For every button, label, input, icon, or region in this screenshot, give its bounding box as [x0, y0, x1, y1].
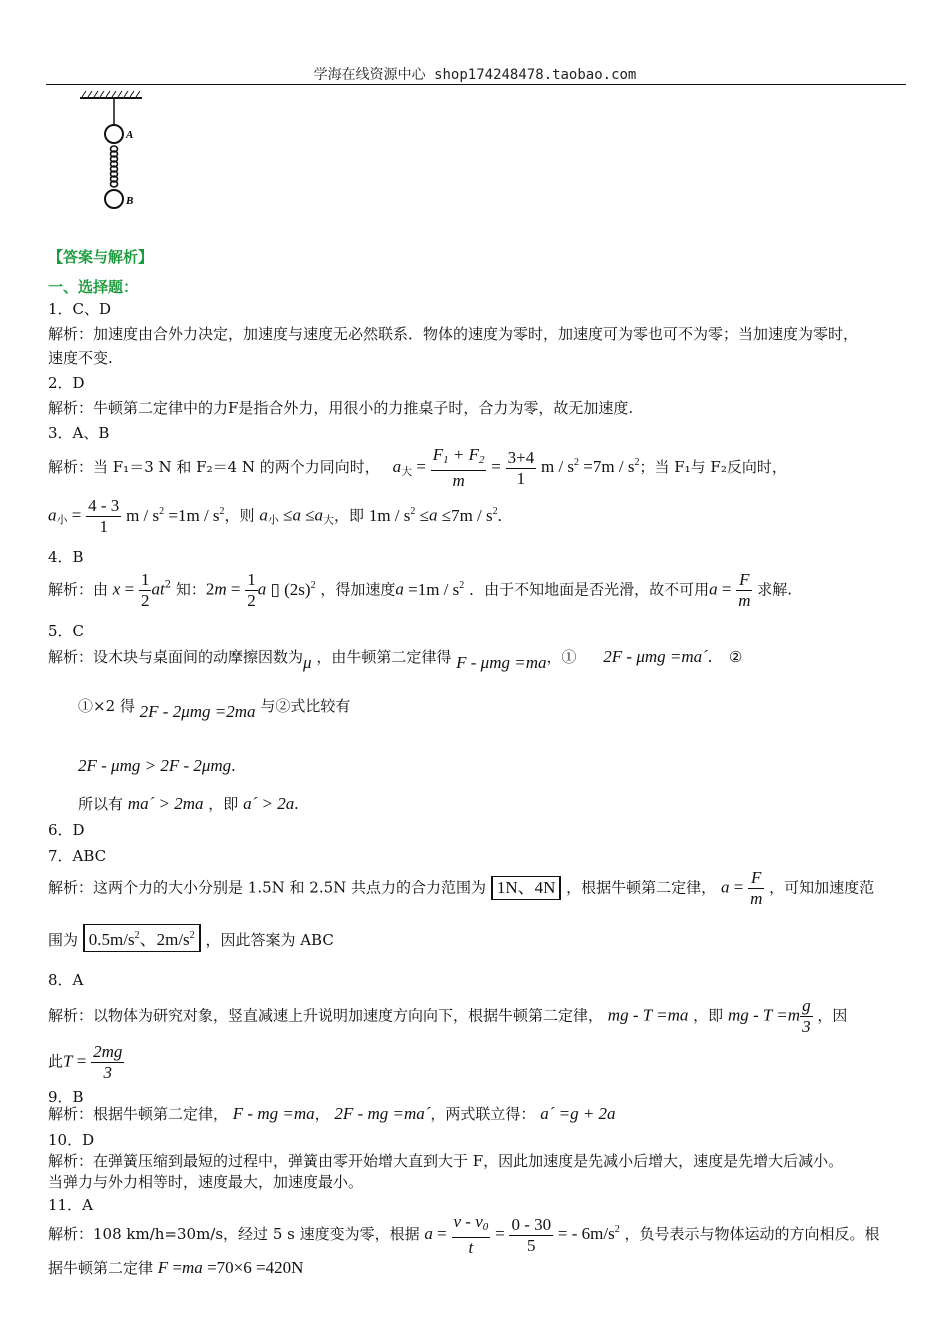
answer-6-number: 6．D — [48, 821, 85, 839]
section-subtitle: 一、选择题： — [48, 278, 139, 296]
answer-1-line1: 解析：加速度由合外力决定，加速度与速度无必然联系．物体的速度为零时，加速度可为零也可不为零；当加速度为零时， — [48, 325, 859, 343]
answer-4-line1: 解析：由 x = $\frac{1}{2}$ $at^2$ 知：2m = $\frac{1}{2}$ a ▯ $(2s)^2$ ，得加速度$a =1m / s^2$ ．由于不知地面是否光滑，故不可用a = $\frac{F}{m}$ 求解. — [48, 570, 793, 610]
header-rule — [46, 84, 906, 85]
answer-7-line1: 解析：这两个力的大小分别是 1.5N 和 2.5N 共点力的合力范围为 1N、4N ，根据牛顿第二定律， a = $\frac{F}{m}$ ，可知加速度范 — [48, 868, 875, 908]
answer-8-line2: 此T = $\frac{2mg}{3}$ — [48, 1042, 123, 1082]
answer-7-line2: 围为 $0.5m/s^2$、$2m/s^2$ ，因此答案为 ABC — [48, 924, 334, 952]
section-title: 【答案与解析】 — [48, 248, 154, 266]
answer-11-line2: 据牛顿第二定律 F =ma =70×6 =420N — [48, 1258, 304, 1277]
answer-9-line1: 解析：根据牛顿第二定律， F - mg =ma， 2F - mg =ma´，两式联立得： a´ =g + 2a — [48, 1104, 616, 1123]
answer-7-number: 7．ABC — [48, 847, 107, 865]
label-b: B — [126, 195, 134, 207]
answer-8-number: 8．A — [48, 971, 84, 989]
answer-5-line1: 解析：设木块与桌面间的动摩擦因数为μ ，由牛顿第二定律得 F - μmg =ma，① 2F - μmg =ma´. ② — [48, 647, 743, 672]
answer-1-number: 1．C、D — [48, 300, 112, 318]
answer-10-line1: 解析：在弹簧压缩到最短的过程中，弹簧由零开始增大直到大于 F，因此加速度是先减小后增大，速度是先增大后减小。 — [48, 1152, 844, 1170]
answer-3-line2: $a_小$ = $\frac{4 - 3}{1}$ $m / s^2 =1m / s^2$，则 $a_小 \le a \le a_大$，即 $1m / s^2 \le a \le 7m / s^2$. — [48, 496, 502, 536]
answer-8-line1: 解析：以物体为研究对象，竖直减速上升说明加速度方向向下，根据牛顿第二定律， mg - T =ma ，即 mg - T =m $\frac{g}{3}$ ，因 — [48, 996, 848, 1036]
answer-3-line1: 解析：当 F₁＝3 N 和 F₂＝4 N 的两个力同向时， $a_大$ = $\frac{F_1 + F_2}{m}$ = $\frac{3+4}{1}$ $m / s^2 =7m / s^2$；当 F₁与 F₂反向时， — [48, 445, 787, 490]
answer-5-line2: ①×2 得 2F - 2μmg =2ma 与②式比较有 — [78, 697, 351, 721]
answer-9-number: 9．B — [48, 1088, 84, 1106]
answer-2-number: 2．D — [48, 374, 85, 392]
answer-10-number: 10．D — [48, 1131, 95, 1149]
answer-5-line3: 2F - μmg > 2F - 2μmg. — [78, 756, 236, 775]
answer-10-line2: 当弹力与外力相等时，速度最大，加速度最小。 — [48, 1173, 364, 1191]
answer-3-number: 3．A、B — [48, 424, 110, 442]
spring-figure — [70, 88, 160, 213]
answer-5-number: 5．C — [48, 622, 85, 640]
label-a: A — [126, 129, 134, 141]
answer-1-line2: 速度不变. — [48, 349, 113, 367]
answer-11-number: 11．A — [48, 1196, 93, 1214]
answer-4-number: 4．B — [48, 548, 84, 566]
answer-5-line4: 所以有 ma´ > 2ma ，即 a´ > 2a. — [78, 794, 299, 813]
page-header: 学海在线资源中心 shop174248478.taobao.com — [313, 67, 637, 83]
answer-11-line1: 解析：108 km/h=30m/s，经过 5 s 速度变为零，根据 a = $\frac{v - v_0}{t}$ = $\frac{0 - 30}{5}$ = - $6m/s^2$ ，负号表示与物体运动的方向相反。根 — [48, 1212, 880, 1257]
answer-2-line1: 解析：牛顿第二定律中的力F是指合外力，用很小的力推桌子时，合力为零，故无加速度. — [48, 399, 634, 417]
